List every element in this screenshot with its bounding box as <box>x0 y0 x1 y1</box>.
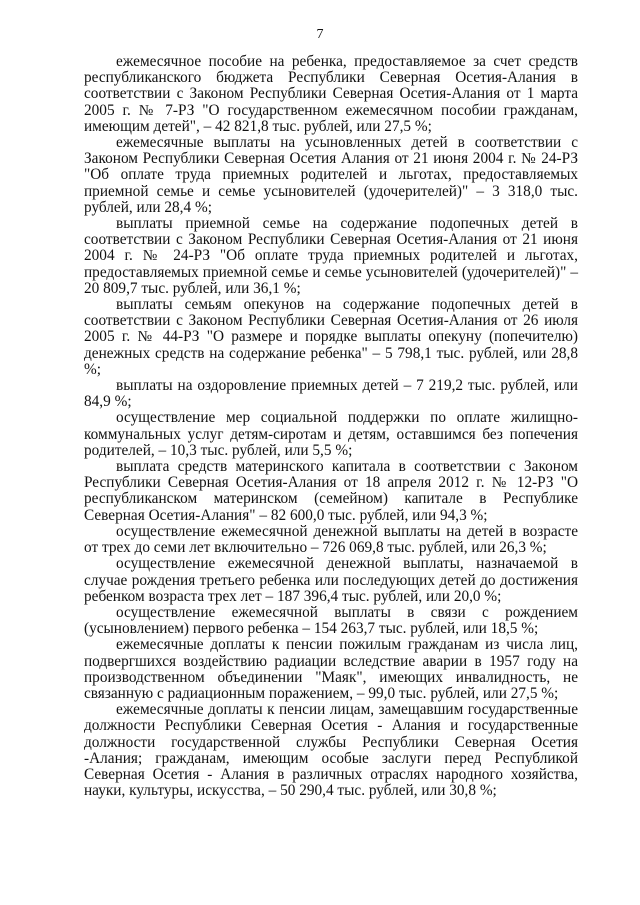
paragraph-housing-support-orphans: осуществление мер социальной поддержки по оплате жилищно-коммунальных услуг детям-сиротам и детям, оставшимся без попечения родителей, – 10,3 тыс. рублей, или 5,5 %; <box>84 409 578 459</box>
paragraph-first-child-payment: осуществление ежемесячной выплаты в связи с рождением (усыновлением) первого ребенка – 154 263,7 тыс. рублей, или 18,5 %; <box>84 603 578 638</box>
paragraph-foster-family-payments: выплаты приемной семье на содержание подопечных детей в соответствии с Законом Республики Северная Осетия-Алания от 21 июня 2004 г. № 24-РЗ "Об оплате труда приемных родителей и льготах, предоставляемых приемной семье и семье усыновителей (удочерителей)" – 20 809,7 тыс. рублей, или 36,1 %; <box>84 215 578 297</box>
paragraph-civil-service-pension-supplement: ежемесячные доплаты к пенсии лицам, замещавшим государственные должности Республики Северная Осетия - Алания и государственные должности государственной службы Республики Северная Осетия -Алания; гражданам, имеющим особые заслуги перед Республикой Северная Осетия - Алания в различных отраслях народного хозяйства, науки, культуры, искусства, – 50 290,4 тыс. рублей, или 30,8 %; <box>84 701 578 800</box>
paragraph-children-3-to-7-payment: осуществление ежемесячной денежной выплаты на детей в возрасте от трех до семи лет включительно – 726 069,8 тыс. рублей, или 26,3 %; <box>84 522 578 557</box>
paragraph-adopted-children-payments: ежемесячные выплаты на усыновленных детей в соответствии с Законом Республики Северная Осетия Алания от 21 июня 2004 г. № 24-РЗ "Об оплате труда приемных родителей и льготах, предоставляемых приемной семье и семье усыновителей (удочерителей)" – 3 318,0 тыс. рублей, или 28,4 %; <box>84 134 578 216</box>
paragraph-guardian-payments: выплаты семьям опекунов на содержание подопечных детей в соответствии с Законом Республики Северная Осетия-Алания от 26 июля 2005 г. № 44-РЗ "О размере и порядке выплаты опекуну (попечителю) денежных средств на содержание ребенка" – 5 798,1 тыс. рублей, или 28,8 %; <box>84 296 578 378</box>
paragraph-third-child-payment: осуществление ежемесячной денежной выплаты, назначаемой в случае рождения третьего ребенка или последующих детей до достижения ребенком возраста трех лет – 187 396,4 тыс. рублей, или 20,0 %; <box>84 555 578 605</box>
paragraph-mayak-pension-supplement: ежемесячные доплаты к пенсии пожилым гражданам из числа лиц, подвергшихся воздействию радиации вследствие аварии в 1957 году на производственном объединении "Маяк", имеющих инвалидность, не связанную с радиационным поражением, – 99,0 тыс. рублей, или 27,5 %; <box>84 636 578 702</box>
paragraph-child-allowance: ежемесячное пособие на ребенка, предоставляемое за счет средств республиканского бюджета Республики Северная Осетия-Алания в соответствии с Законом Республики Северная Осетия-Алания от 1 марта 2005 г. № 7-РЗ "О государственном ежемесячном пособии гражданам, имеющим детей", – 42 821,8 тыс. рублей, или 27,5 %; <box>84 53 578 135</box>
page-number: 7 <box>316 27 324 42</box>
paragraph-maternity-capital: выплата средств материнского капитала в соответствии с Законом Республики Северная Осетия-Алания от 18 апреля 2012 г. № 12-РЗ "О республиканском материнском (семейном) капитале в Республике Северная Осетия-Алания" – 82 600,0 тыс. рублей, или 94,3 %; <box>84 458 578 524</box>
document-body <box>84 54 578 799</box>
paragraph-foster-children-health: выплаты на оздоровление приемных детей – 7 219,2 тыс. рублей, или 84,9 %; <box>84 377 578 411</box>
